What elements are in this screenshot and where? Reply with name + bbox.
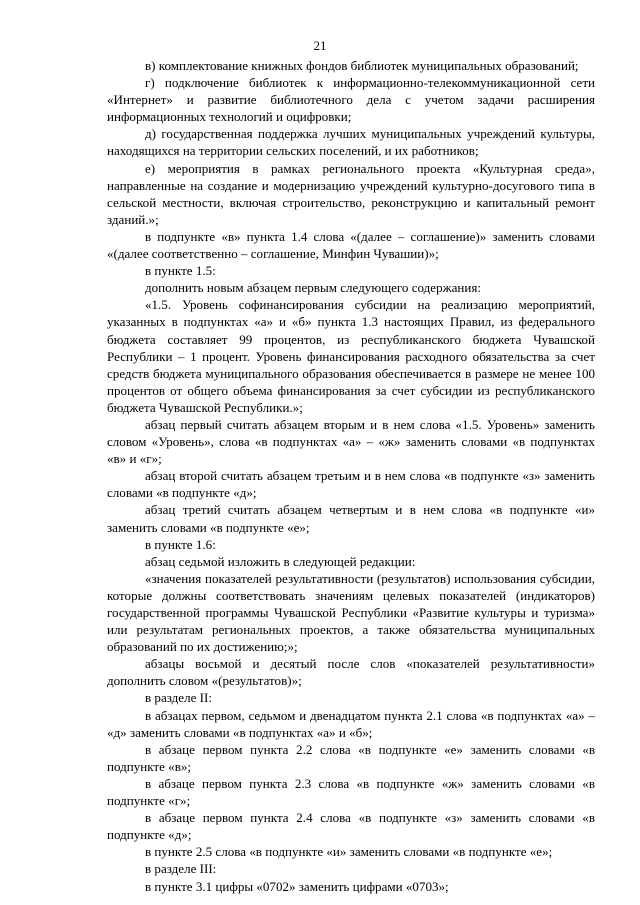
paragraph: д) государственная поддержка лучших муниципальных учреждений культуры, находящихся на территории сельских поселений, и их работников; bbox=[107, 126, 595, 159]
paragraph: абзацы восьмой и десятый после слов «показателей результативности» дополнить словом «(результатов)»; bbox=[107, 656, 595, 689]
paragraph: абзац первый считать абзацем вторым и в нем слова «1.5. Уровень» заменить словом «Уровень», слова «в подпунктах «а» – «ж» заменить словами «в подпунктах «в» и «г»; bbox=[107, 416, 595, 467]
paragraph: в разделе II: bbox=[145, 690, 212, 706]
paragraph: в пункте 2.5 слова «в подпункте «и» заменить словами «в подпункте «е»; bbox=[145, 844, 553, 860]
paragraph: в пункте 1.5: bbox=[145, 263, 216, 279]
paragraph: дополнить новым абзацем первым следующего содержания: bbox=[145, 280, 482, 296]
paragraph: в абзаце первом пункта 2.4 слова «в подпункте «з» заменить словами «в подпункте «д»; bbox=[107, 810, 595, 843]
page-number: 21 bbox=[313, 38, 327, 53]
paragraph: е) мероприятия в рамках регионального проекта «Культурная среда», направленные на создание и модернизацию учреждений культурно-досугового типа в сельской местности, включая строительство, реконструкцию и капитальный ремонт зданий.»; bbox=[107, 160, 595, 227]
paragraph: «значения показателей результативности (результатов) использования субсидии, которые должны соответствовать значениям целевых показателей (индикаторов) государственной программы Чувашской Республики «Развитие культуры и туризма» или результатам региональных проектов, а также обязательства муниципальных образований по их достижению;»; bbox=[107, 570, 595, 655]
paragraph: в) комплектование книжных фондов библиотек муниципальных образований; bbox=[145, 58, 579, 73]
paragraph: «1.5. Уровень софинансирования субсидии на реализацию мероприятий, указанных в подпунктах «а» и «б» пункта 1.3 настоящих Правил, из федерального бюджета составляет 99 процентов, из республиканского бюджета Чувашской Республики – 1 процент. Уровень финансирования расходного обязательства за счет средств бюджета муниципального образования обеспечивается в размере не менее 100 процентов от общего объема финансирования за счет субсидии из республиканского бюджета Чувашской Республики.»; bbox=[107, 297, 595, 415]
paragraph: абзац третий считать абзацем четвертым и в нем слова «в подпункте «и» заменить словами «в подпункте «е»; bbox=[107, 502, 595, 535]
paragraph: в пункте 3.1 цифры «0702» заменить цифрами «0703»; bbox=[145, 878, 449, 894]
paragraph: в подпункте «в» пункта 1.4 слова «(далее – соглашение)» заменить словами «(далее соответственно – соглашение, Минфин Чувашии)»; bbox=[107, 228, 595, 262]
paragraph: в разделе III: bbox=[145, 861, 217, 877]
paragraph: г) подключение библиотек к информационно-телекоммуникационной сети «Интернет» и развитие библиотечного дела с учетом задачи расширения информационных технологий и оцифровки; bbox=[107, 75, 595, 125]
paragraph: абзац второй считать абзацем третьим и в нем слова «в подпункте «з» заменить словами «в подпункте «д»; bbox=[107, 468, 595, 501]
paragraph: в абзацах первом, седьмом и двенадцатом пункта 2.1 слова «в подпунктах «а» – «д» заменить словами «в подпунктах «а» и «б»; bbox=[107, 707, 595, 740]
paragraph: в абзаце первом пункта 2.2 слова «в подпункте «е» заменить словами «в подпункте «в»; bbox=[107, 741, 595, 774]
document-body bbox=[107, 57, 595, 895]
paragraph: в абзаце первом пункта 2.3 слова «в подпункте «ж» заменить словами «в подпункте «г»; bbox=[107, 775, 595, 809]
paragraph: в пункте 1.6: bbox=[145, 536, 216, 552]
paragraph: абзац седьмой изложить в следующей редакции: bbox=[145, 553, 416, 569]
